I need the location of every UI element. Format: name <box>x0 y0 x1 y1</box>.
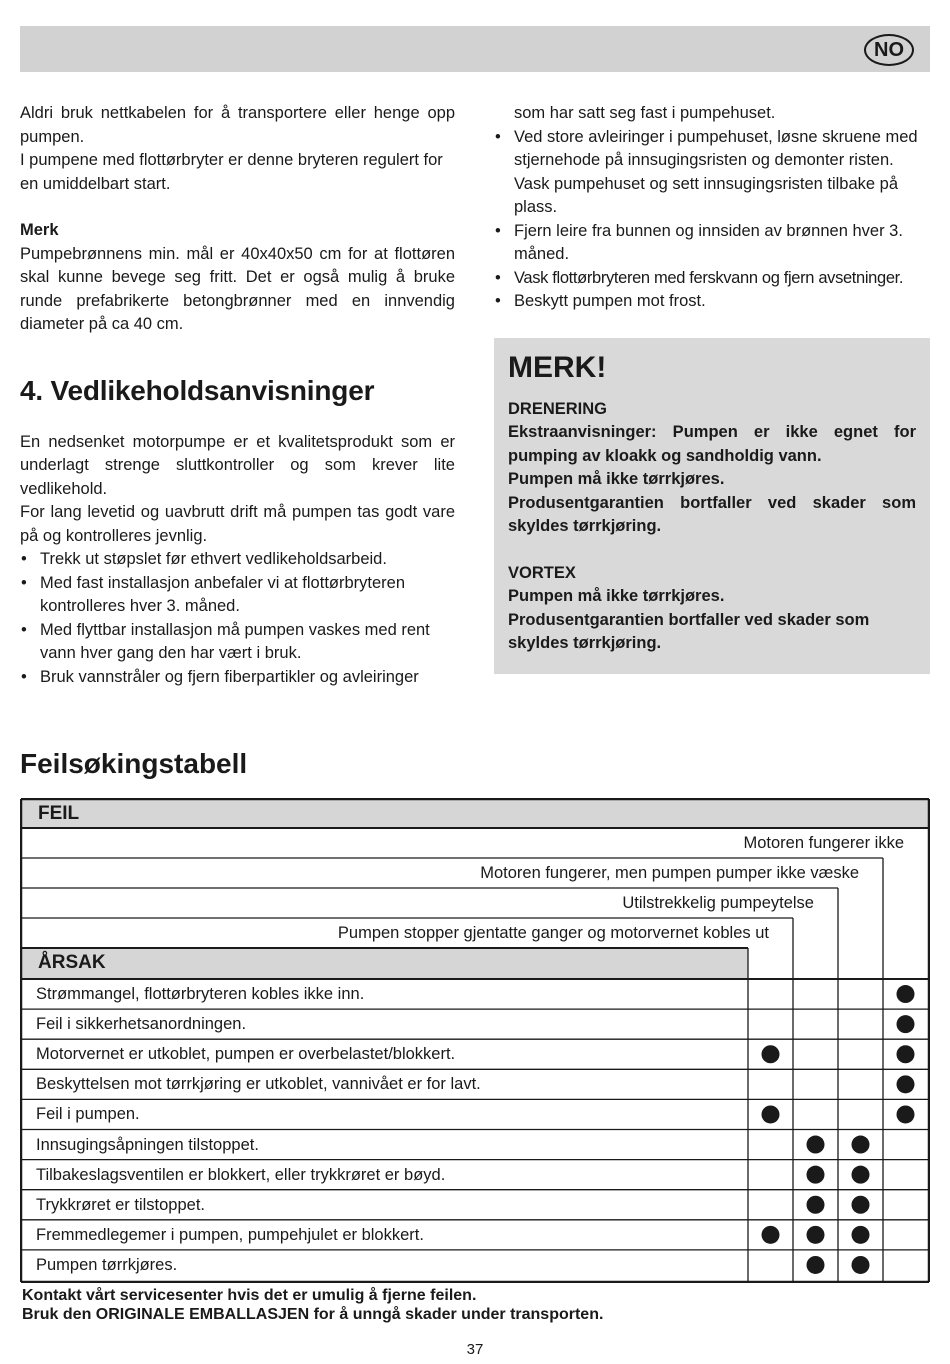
fault-mark-dot <box>897 1045 915 1063</box>
fault-mark-dot <box>807 1136 825 1154</box>
cause-label: Trykkrøret er tilstoppet. <box>36 1195 206 1214</box>
drenering-text: Ekstraanvisninger: Pumpen er ikke egnet for pumping av kloakk og sandholdig vann. <box>508 423 916 465</box>
fault-mark-dot <box>897 1015 915 1033</box>
merk-heading: Merk <box>20 221 59 239</box>
cause-label: Innsugingsåpningen tilstoppet. <box>36 1135 259 1154</box>
continuation-text: som har satt seg fast i pumpehuset. <box>514 104 776 122</box>
fault-label: Pumpen stopper gjentatte ganger og motorvernet kobles ut <box>337 924 769 942</box>
cause-label: Feil i sikkerhetsanordningen. <box>36 1015 247 1034</box>
vortex-text: Produsentgarantien bortfaller ved skader som skyldes tørrkjøring. <box>508 610 870 652</box>
language-badge: NO <box>864 34 914 66</box>
right-column <box>494 102 930 674</box>
fault-mark-dot <box>852 1196 870 1214</box>
fault-mark-dot <box>897 1075 915 1093</box>
list-item: • Trekk ut støpslet før ethvert vedlikeholdsarbeid. <box>20 548 455 572</box>
left-column <box>20 102 455 689</box>
fault-mark-dot <box>807 1166 825 1184</box>
fault-mark-dot <box>807 1226 825 1244</box>
fault-mark-dot <box>852 1136 870 1154</box>
cause-label: Tilbakeslagsventilen er blokkert, eller trykkrøret er bøyd. <box>36 1165 446 1184</box>
page-number: 37 <box>466 1341 484 1358</box>
feil-label: FEIL <box>38 803 80 824</box>
maintenance-paragraph-2: For lang levetid og uavbrutt drift må pumpen tas godt vare på og kontrolleres jevnlig. <box>20 503 455 545</box>
footer-line: Kontakt vårt servicesenter hvis det er umulig å fjerne feilen. <box>22 1287 477 1304</box>
fault-mark-dot <box>807 1196 825 1214</box>
cause-label: Pumpen tørrkjøres. <box>36 1255 178 1274</box>
list-item: • Beskytt pumpen mot frost. <box>494 290 930 314</box>
fault-mark-dot <box>762 1226 780 1244</box>
footer-line: Bruk den ORIGINALE EMBALLASJEN for å unngå skader under transporten. <box>22 1306 604 1323</box>
header-bar <box>20 26 930 72</box>
maintenance-list-continued <box>494 126 930 314</box>
vortex-label: VORTEX <box>508 563 576 582</box>
intro-paragraph-2: I pumpene med flottørbryter er denne bryteren regulert for en umiddelbart start. <box>20 151 443 193</box>
drenering-label: DRENERING <box>508 399 608 418</box>
list-item: • Fjern leire fra bunnen og innsiden av brønnen hver 3. måned. <box>494 220 930 267</box>
merk-notice-box <box>494 338 930 674</box>
fault-mark-dot <box>852 1256 870 1274</box>
fault-mark-dot <box>762 1045 780 1063</box>
fault-label: Motoren fungerer ikke <box>743 834 904 852</box>
cause-label: Strømmangel, flottørbryteren kobles ikke inn. <box>36 985 365 1003</box>
merk-text: Pumpebrønnens min. mål er 40x40x50 cm for at flottøren skal kunne bevege seg fritt. Det er også mulig å bruke runde prefabrikerte betongbrønner med en innvendig diameter på ca 40 cm. <box>20 244 455 333</box>
troubleshooting-table <box>20 798 930 1283</box>
fault-mark-dot <box>897 1105 915 1123</box>
arsak-label: ÅRSAK <box>38 952 106 973</box>
fault-mark-dot <box>807 1256 825 1274</box>
merk-box-title: MERK! <box>508 350 607 384</box>
fault-mark-dot <box>852 1226 870 1244</box>
drenering-text: Produsentgarantien bortfaller ved skader som skyldes tørrkjøring. <box>508 493 916 535</box>
list-item: • Vask flottørbryteren med ferskvann og fjern avsetninger. <box>494 267 930 291</box>
cause-label: Beskyttelsen mot tørrkjøring er utkoblet, vannivået er for lavt. <box>36 1075 481 1094</box>
fault-mark-dot <box>897 985 915 1003</box>
section-title: 4. Vedlikeholdsanvisninger <box>20 374 375 406</box>
intro-paragraph-1: Aldri bruk nettkabelen for å transportere eller henge opp pumpen. <box>20 104 455 146</box>
list-item: • Bruk vannstråler og fjern fiberpartikler og avleiringer <box>20 666 455 690</box>
fault-label: Motoren fungerer, men pumpen pumper ikke væske <box>480 864 859 882</box>
maintenance-paragraph-1: En nedsenket motorpumpe er et kvalitetsprodukt som er underlagt strenge sluttkontroller og som krever lite vedlikehold. <box>20 432 455 498</box>
drenering-text: Pumpen må ikke tørrkjøres. <box>508 470 725 488</box>
cause-label: Motorvernet er utkoblet, pumpen er overbelastet/blokkert. <box>36 1045 456 1064</box>
fault-mark-dot <box>852 1166 870 1184</box>
list-item: • Med fast installasjon anbefaler vi at flottørbryteren kontrolleres hver 3. måned. <box>20 572 455 619</box>
vortex-text: Pumpen må ikke tørrkjøres. <box>508 587 725 605</box>
maintenance-list <box>20 548 455 689</box>
fault-label: Utilstrekkelig pumpeytelse <box>622 894 814 912</box>
arsak-header-bg <box>21 948 748 979</box>
list-item: • Med flyttbar installasjon må pumpen vaskes med rent vann hver gang den har vært i bruk. <box>20 619 455 666</box>
footer-note <box>22 1286 603 1324</box>
troubleshooting-title: Feilsøkingstabell <box>20 748 248 779</box>
cause-label: Feil i pumpen. <box>36 1105 140 1124</box>
fault-mark-dot <box>762 1105 780 1123</box>
feil-header-bg <box>21 799 929 828</box>
list-item: • Ved store avleiringer i pumpehuset, løsne skruene med stjernehode på innsugingsristen og demonter risten. Vask pumpehuset og sett innsugingsristen tilbake på plass. <box>494 126 930 220</box>
cause-label: Fremmedlegemer i pumpen, pumpehjulet er blokkert. <box>36 1225 424 1244</box>
